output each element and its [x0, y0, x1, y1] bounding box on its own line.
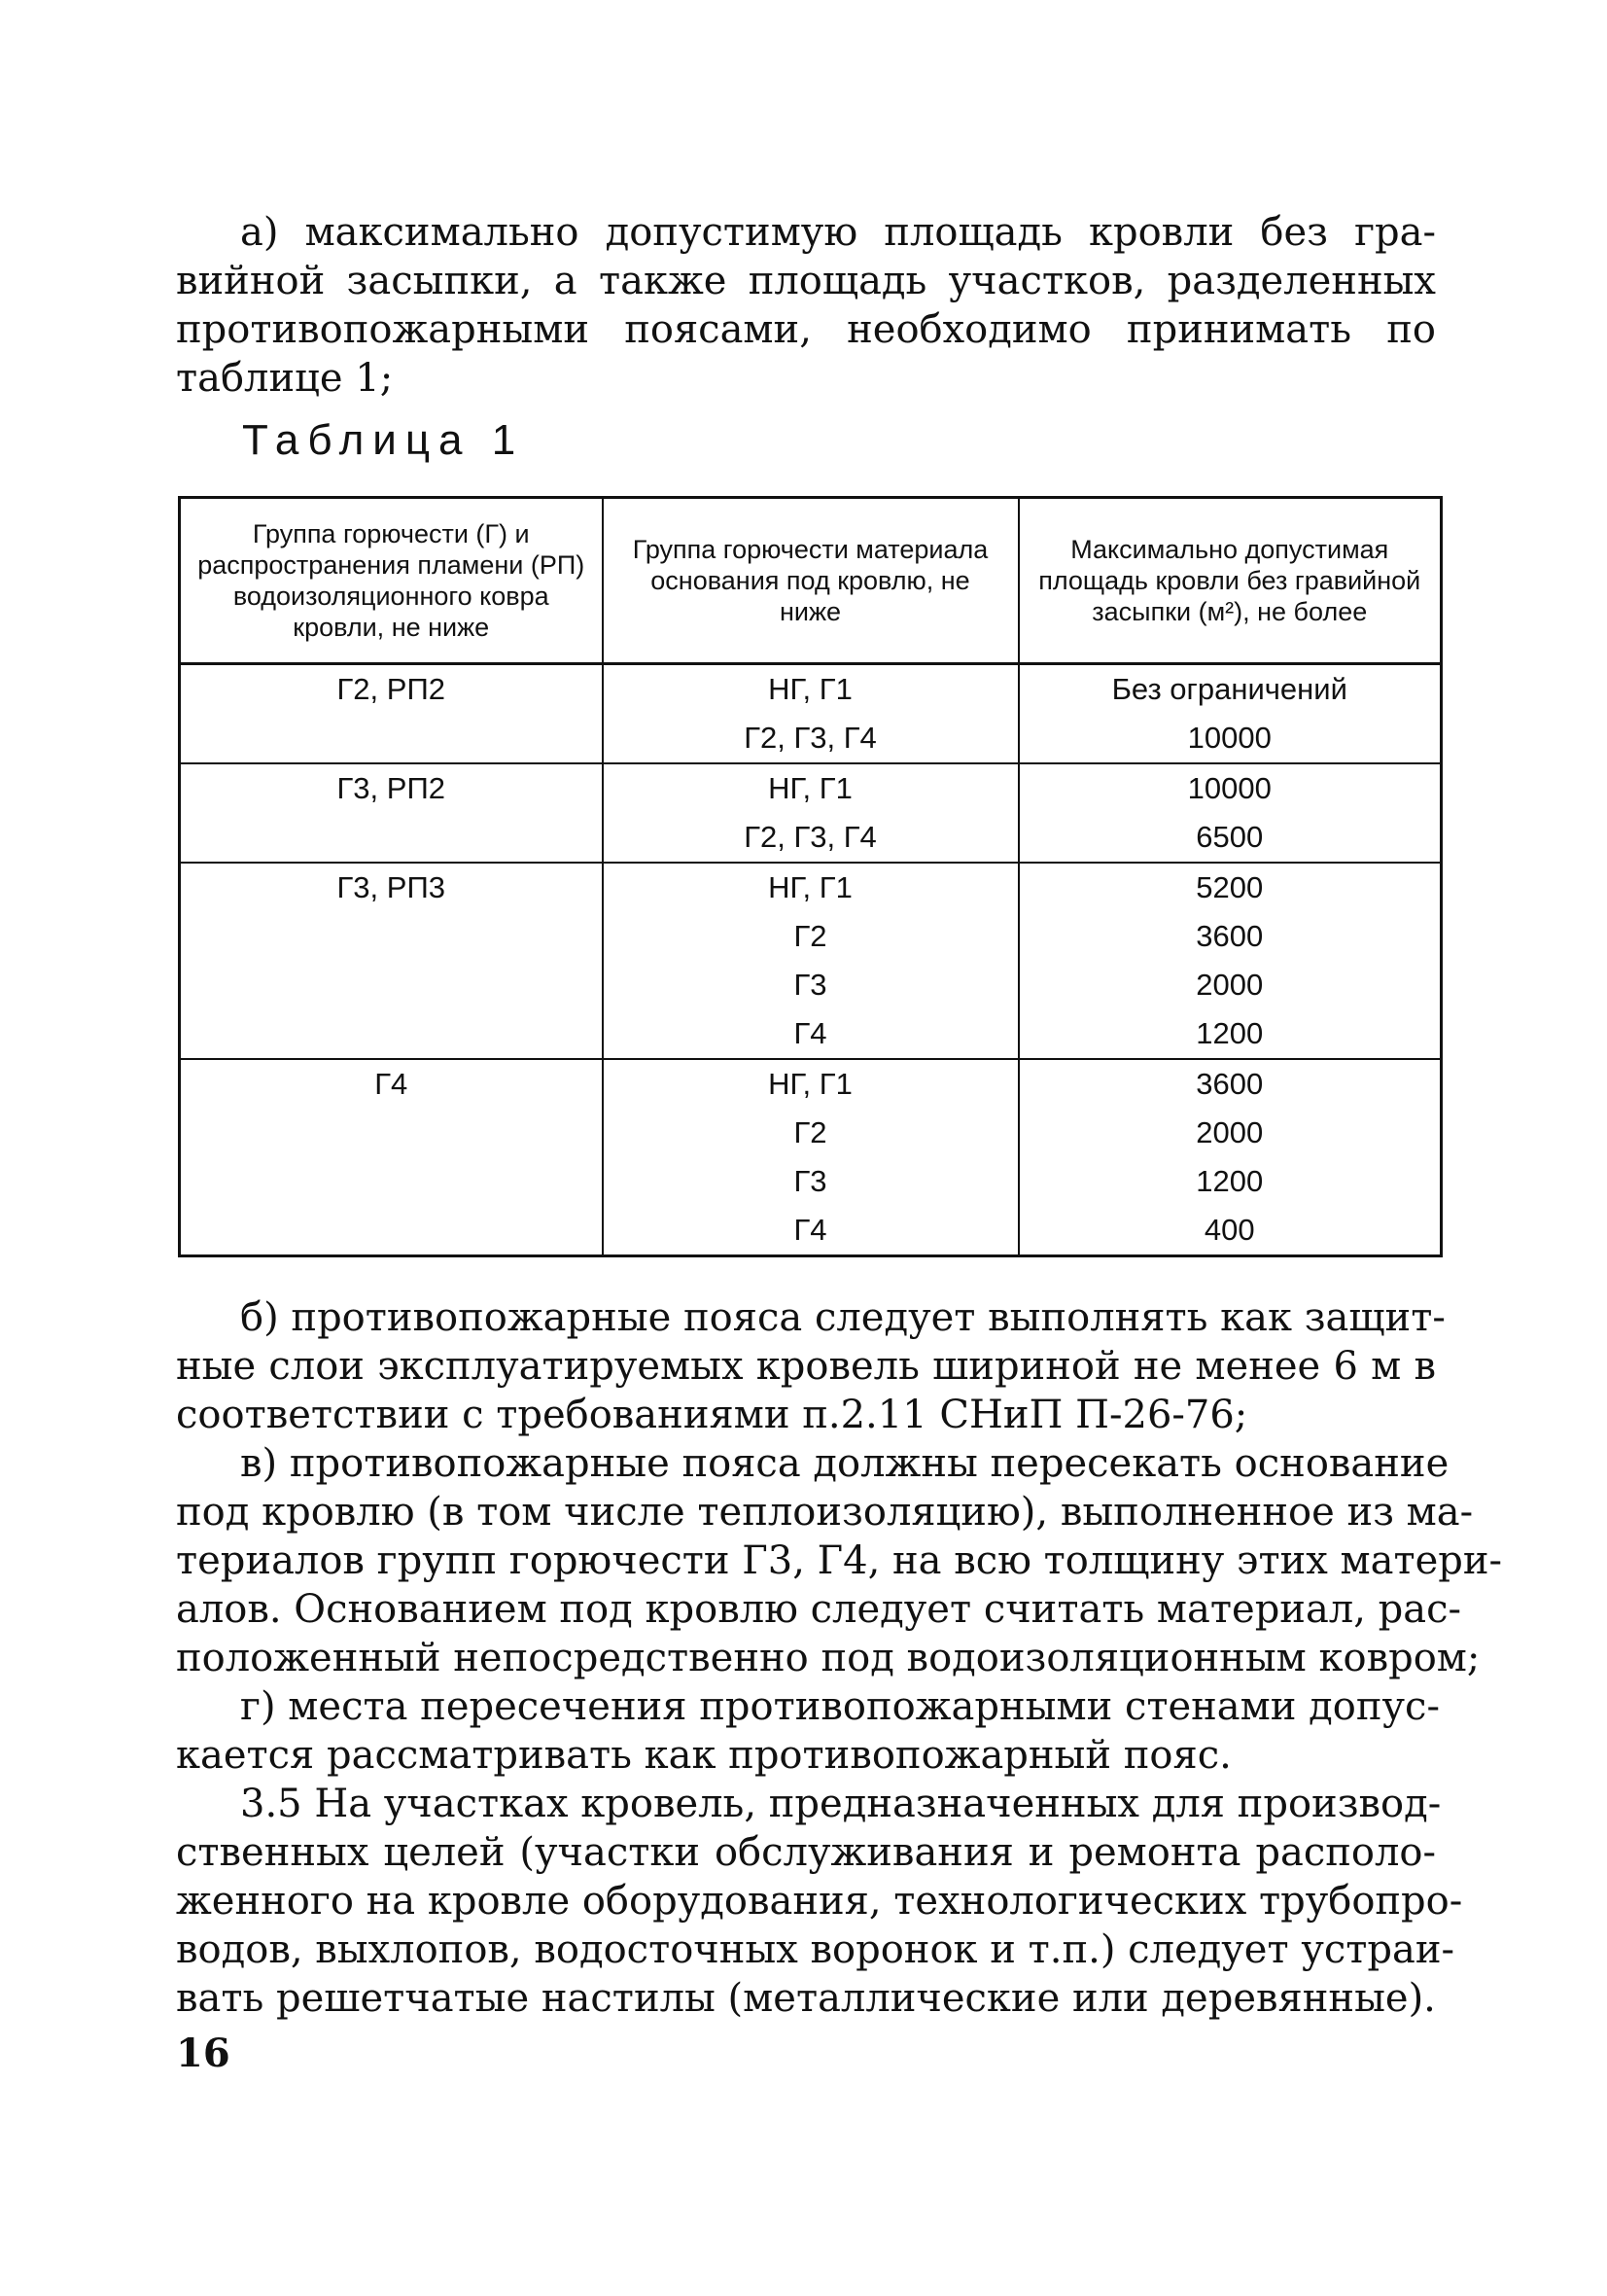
header-max-area: Максимально допустимая площадь кровли без гравийной засыпки (м²), не более	[1019, 498, 1442, 664]
text-line: б) противопожарные пояса следует выполнять как защит-	[240, 1295, 1446, 1340]
table-row	[180, 664, 1442, 764]
table-row	[180, 863, 1442, 1059]
text-line: под кровлю (в том числе теплоизоляцию), выполненное из ма-	[176, 1490, 1474, 1535]
text-line: ные слои эксплуатируемых кровель шириной не менее 6 м в	[176, 1344, 1436, 1389]
membrane-cell	[180, 1059, 603, 1256]
area-value: 5200	[1196, 870, 1264, 904]
text-line: кается рассматривать как противопожарный пояс.	[176, 1733, 1232, 1778]
area-value: 1200	[1196, 1164, 1264, 1198]
base-value: НГ, Г1	[768, 672, 853, 706]
membrane-cell	[180, 763, 603, 863]
text-line: в) противопожарные пояса должны пересекать основание	[240, 1441, 1450, 1486]
text-line: противопожарными поясами, необходимо принимать по	[176, 307, 1436, 352]
area-value: 10000	[1187, 721, 1272, 755]
membrane-value: Г3, РП2	[336, 771, 445, 805]
text-line: а) максимально допустимую площадь кровли без гра-	[240, 210, 1436, 255]
area-cell	[1019, 863, 1442, 1059]
base-value: НГ, Г1	[768, 870, 853, 904]
area-value: 10000	[1187, 771, 1272, 805]
base-cell	[603, 664, 1019, 764]
paragraph-b	[176, 1293, 1446, 1439]
header-membrane-group: Группа горючести (Г) и распространения пламени (РП) водоизоляционного ковра кровли, не ниже	[180, 498, 603, 664]
paragraph-3-5	[176, 1780, 1463, 2023]
area-value: Без ограничений	[1111, 672, 1347, 706]
header-base-group: Группа горючести материала основания под кровлю, не ниже	[603, 498, 1019, 664]
text-line: соответствии с требованиями п.2.11 СНиП П-26-76;	[176, 1393, 1248, 1437]
base-value: Г4	[793, 1213, 827, 1247]
intro-paragraph	[176, 208, 1436, 403]
membrane-cell	[180, 664, 603, 764]
table-caption: Таблица 1	[242, 416, 525, 464]
base-value: Г2	[793, 1115, 827, 1149]
text-line: положенный непосредственно под водоизоляционным ковром;	[176, 1636, 1481, 1680]
area-value: 3600	[1196, 1067, 1264, 1101]
text-line: г) места пересечения противопожарными стенами допус-	[240, 1684, 1440, 1729]
page-number: 16	[176, 2031, 230, 2076]
area-value: 1200	[1196, 1016, 1264, 1050]
area-cell	[1019, 763, 1442, 863]
table-row	[180, 763, 1442, 863]
text-line: 3.5 На участках кровель, предназначенных для производ-	[240, 1782, 1442, 1826]
text-line: вать решетчатые настилы (металлические или деревянные).	[176, 1976, 1436, 2021]
area-value: 6500	[1196, 820, 1264, 854]
text-line: териалов групп горючести Г3, Г4, на всю толщину этих матери-	[176, 1538, 1503, 1583]
base-value: Г2, Г3, Г4	[744, 721, 877, 755]
paragraph-v	[176, 1439, 1503, 1682]
text-line: женного на кровле оборудования, технологических трубопро-	[176, 1879, 1463, 1924]
base-value: Г2, Г3, Г4	[744, 820, 877, 854]
text-line: алов. Основанием под кровлю следует считать материал, рас-	[176, 1587, 1462, 1632]
text-line: таблице 1;	[176, 356, 394, 401]
table-row	[180, 1059, 1442, 1256]
base-value: Г3	[793, 968, 827, 1002]
membrane-value: Г3, РП3	[336, 870, 445, 904]
base-value: НГ, Г1	[768, 771, 853, 805]
membrane-cell	[180, 863, 603, 1059]
base-cell	[603, 1059, 1019, 1256]
base-cell	[603, 763, 1019, 863]
paragraph-g	[176, 1682, 1440, 1780]
membrane-value: Г4	[374, 1067, 408, 1101]
area-value: 2000	[1196, 968, 1264, 1002]
area-value: 2000	[1196, 1115, 1264, 1149]
base-value: Г2	[793, 919, 827, 953]
membrane-value: Г2, РП2	[336, 672, 445, 706]
base-value: Г3	[793, 1164, 827, 1198]
area-cell	[1019, 664, 1442, 764]
text-line: вийной засыпки, а также площадь участков, разделенных	[176, 259, 1436, 303]
text-line: ственных целей (участки обслуживания и ремонта располо-	[176, 1830, 1436, 1875]
fire-safety-table	[178, 496, 1443, 1257]
area-cell	[1019, 1059, 1442, 1256]
area-value: 400	[1204, 1213, 1255, 1247]
base-value: Г4	[793, 1016, 827, 1050]
base-cell	[603, 863, 1019, 1059]
base-value: НГ, Г1	[768, 1067, 853, 1101]
table-header-row	[180, 498, 1442, 664]
text-line: водов, выхлопов, водосточных воронок и т.п.) следует устраи-	[176, 1927, 1455, 1972]
area-value: 3600	[1196, 919, 1264, 953]
